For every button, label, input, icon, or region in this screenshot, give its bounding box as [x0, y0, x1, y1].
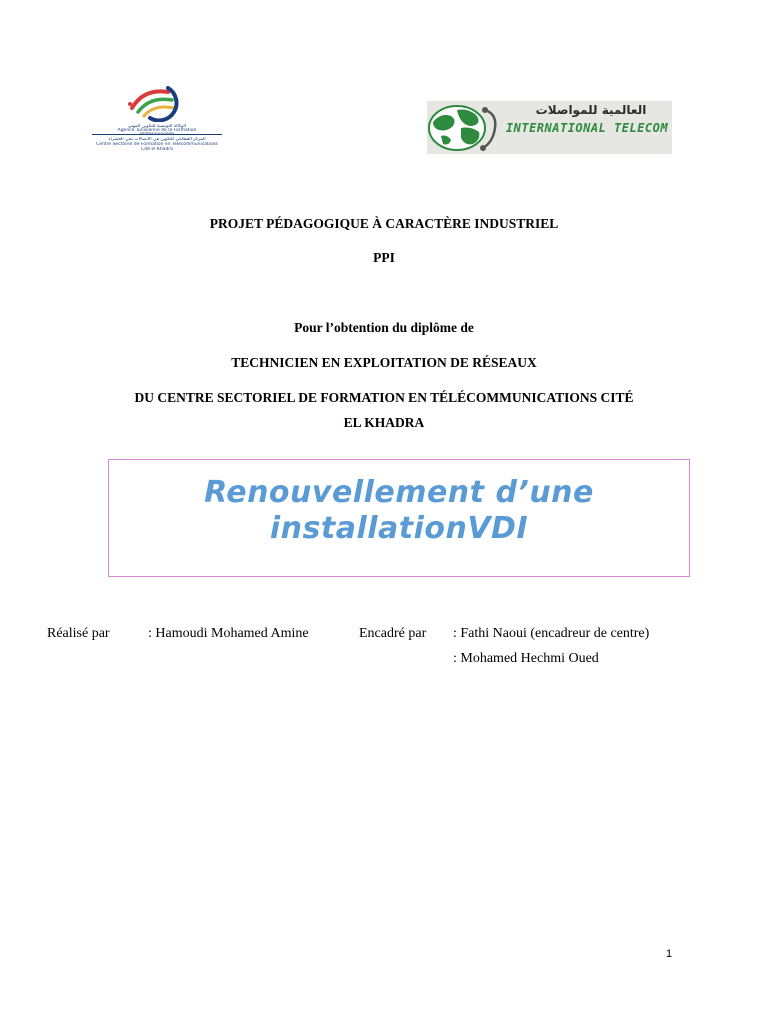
logo-divider [92, 134, 222, 135]
project-title-line-1: Renouvellement d’une [204, 475, 594, 510]
centre-name-line-2: EL KHADRA [343, 415, 425, 430]
atfp-logo [90, 84, 224, 156]
supervisor-name-2: : Mohamed Hechmi Oued [453, 651, 599, 666]
atfp-emblem-icon [124, 84, 184, 122]
company-arabic-name: العالمية للمواصلات [535, 103, 647, 117]
author-name: : Hamoudi Mohamed Amine [148, 626, 309, 641]
logo-line-agency: Agence Tunisienne de la Formation [117, 128, 197, 133]
logo-line-arabic-centre: المركز القطاعي للتكوين في الاتصالات بحي الخضراء [108, 137, 206, 142]
project-acronym: PPI [373, 250, 395, 265]
international-telecom-logo [427, 101, 672, 154]
logo-line-centre: Centre Sectoriel de Formation en Télécommunications [96, 142, 218, 147]
project-type-heading: PROJET PÉDAGOGIQUE À CARACTÈRE INDUSTRIEL [209, 216, 559, 231]
page-number: 1 [666, 948, 673, 960]
supervisor-name-1: : Fathi Naoui (encadreur de centre) [453, 626, 650, 641]
project-title-box [108, 459, 690, 577]
author-label: Réalisé par [47, 626, 110, 641]
project-title-line-2: installationVDI [269, 511, 529, 546]
logo-line-arabic-agency: الوكالة التونسية للتكوين المهني [128, 124, 186, 129]
centre-name-line-1: DU CENTRE SECTORIEL DE FORMATION EN TÉLÉCOMMUNICATIONS CITÉ [134, 390, 634, 405]
diploma-title: TECHNICIEN EN EXPLOITATION DE RÉSEAUX [231, 355, 537, 370]
diploma-purpose: Pour l’obtention du diplôme de [294, 320, 474, 335]
logo-line-cite: Cité el Khadra [141, 147, 173, 152]
supervisor-label: Encadré par [359, 626, 427, 641]
globe-phone-icon [427, 102, 503, 154]
company-latin-name: INTERNATIONAL TELECOM [505, 121, 669, 135]
